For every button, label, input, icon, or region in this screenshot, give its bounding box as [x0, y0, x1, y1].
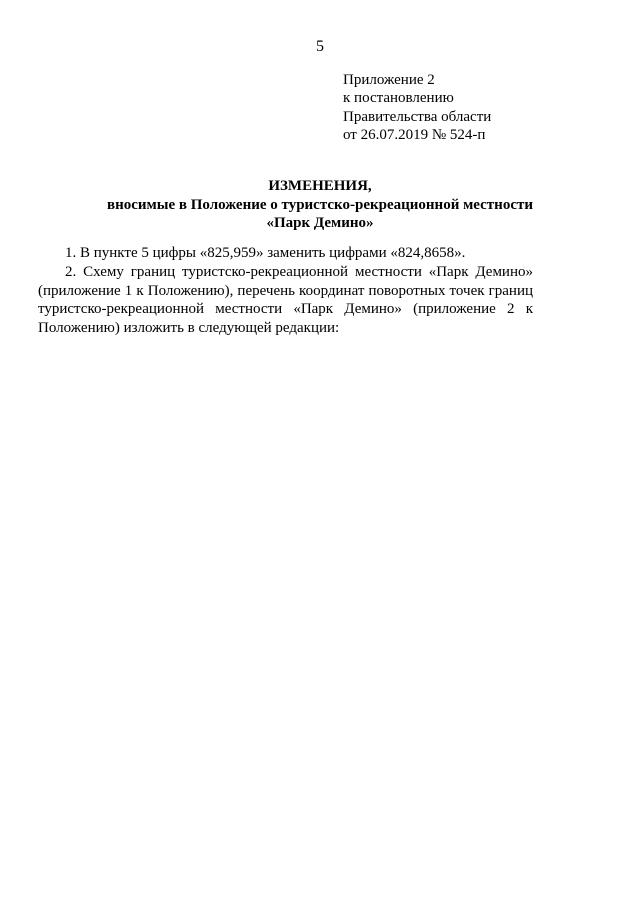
appendix-line-1: Приложение 2 [343, 72, 435, 88]
appendix-line-3: Правительства области [343, 108, 492, 125]
appendix-line-2: к постановлению [343, 90, 454, 107]
heading-subtitle: вносимые в Положение о туристско-рекреационной местности [107, 196, 533, 213]
heading-park-name: «Парк Демино» [266, 215, 374, 231]
page-number: 5 [316, 38, 324, 55]
appendix-line-4: от 26.07.2019 № 524-п [343, 127, 486, 144]
paragraph-2: 2. Схему границ туристско-рекреационной местности «Парк Демино» (приложение 1 к Положению), перечень координат поворотных точек границ туристско-рекреационной местности «Парк Демино» (приложение 2 к Положению) изложить в следующей редакции: [38, 263, 533, 337]
appendix-block [343, 71, 563, 145]
document-heading [40, 177, 600, 233]
heading-title: ИЗМЕНЕНИЯ, [268, 178, 372, 194]
document-body [38, 244, 533, 338]
paragraph-1: 1. В пункте 5 цифры «825,959» заменить цифрами «824,8658». [65, 245, 466, 261]
